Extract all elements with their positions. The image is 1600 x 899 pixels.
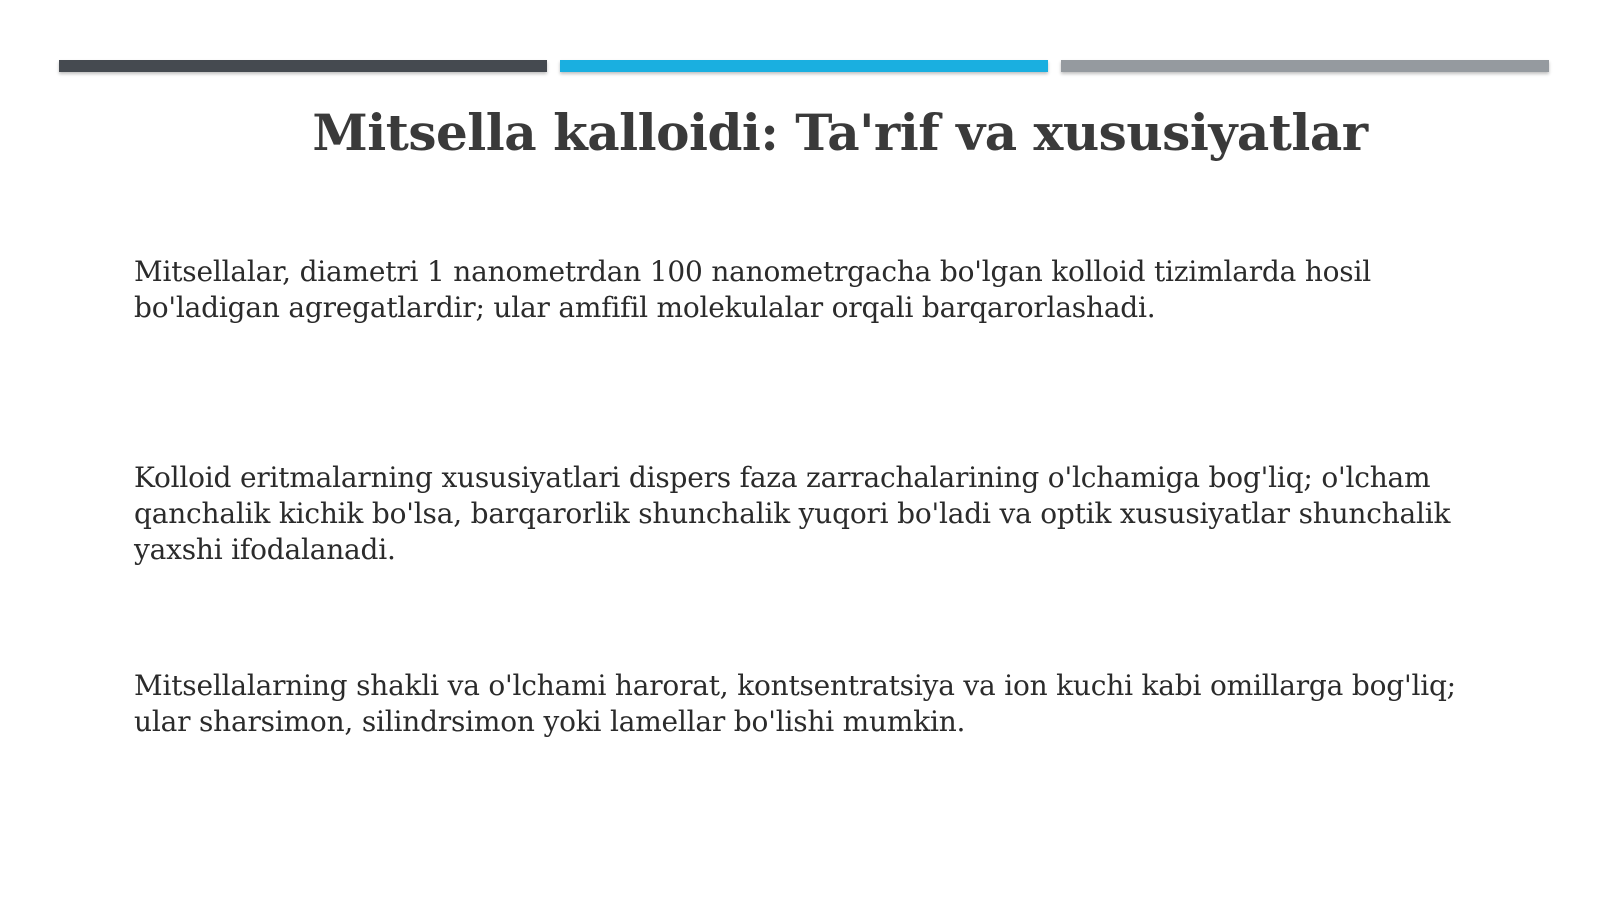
body-paragraph-properties: Kolloid eritmalarning xususiyatlari dispers faza zarrachalarining o'lchamiga bog'liq; o'lcham qanchalik kichik bo'lsa, barqarorlik shunchalik yuqori bo'ladi va optik xususiyatlar shunchalik yaxshi ifodalanadi.	[134, 461, 1451, 566]
decorative-bar-gray	[1061, 60, 1549, 72]
decorative-bar-dark	[59, 60, 547, 72]
body-paragraph-shape: Mitsellalarning shakli va o'lchami harorat, kontsentratsiya va ion kuchi kabi omillarga bog'liq; ular sharsimon, silindrsimon yoki lamellar bo'lishi mumkin.	[134, 669, 1456, 738]
decorative-bar-blue	[560, 60, 1048, 72]
slide-title: Mitsella kalloidi: Ta'rif va xususiyatlar	[312, 103, 1368, 162]
body-paragraph-definition: Mitsellalar, diametri 1 nanometrdan 100 nanometrgacha bo'lgan kolloid tizimlarda hosil bo'ladigan agregatlardir; ular amfifil molekulalar orqali barqarorlashadi.	[134, 255, 1371, 324]
